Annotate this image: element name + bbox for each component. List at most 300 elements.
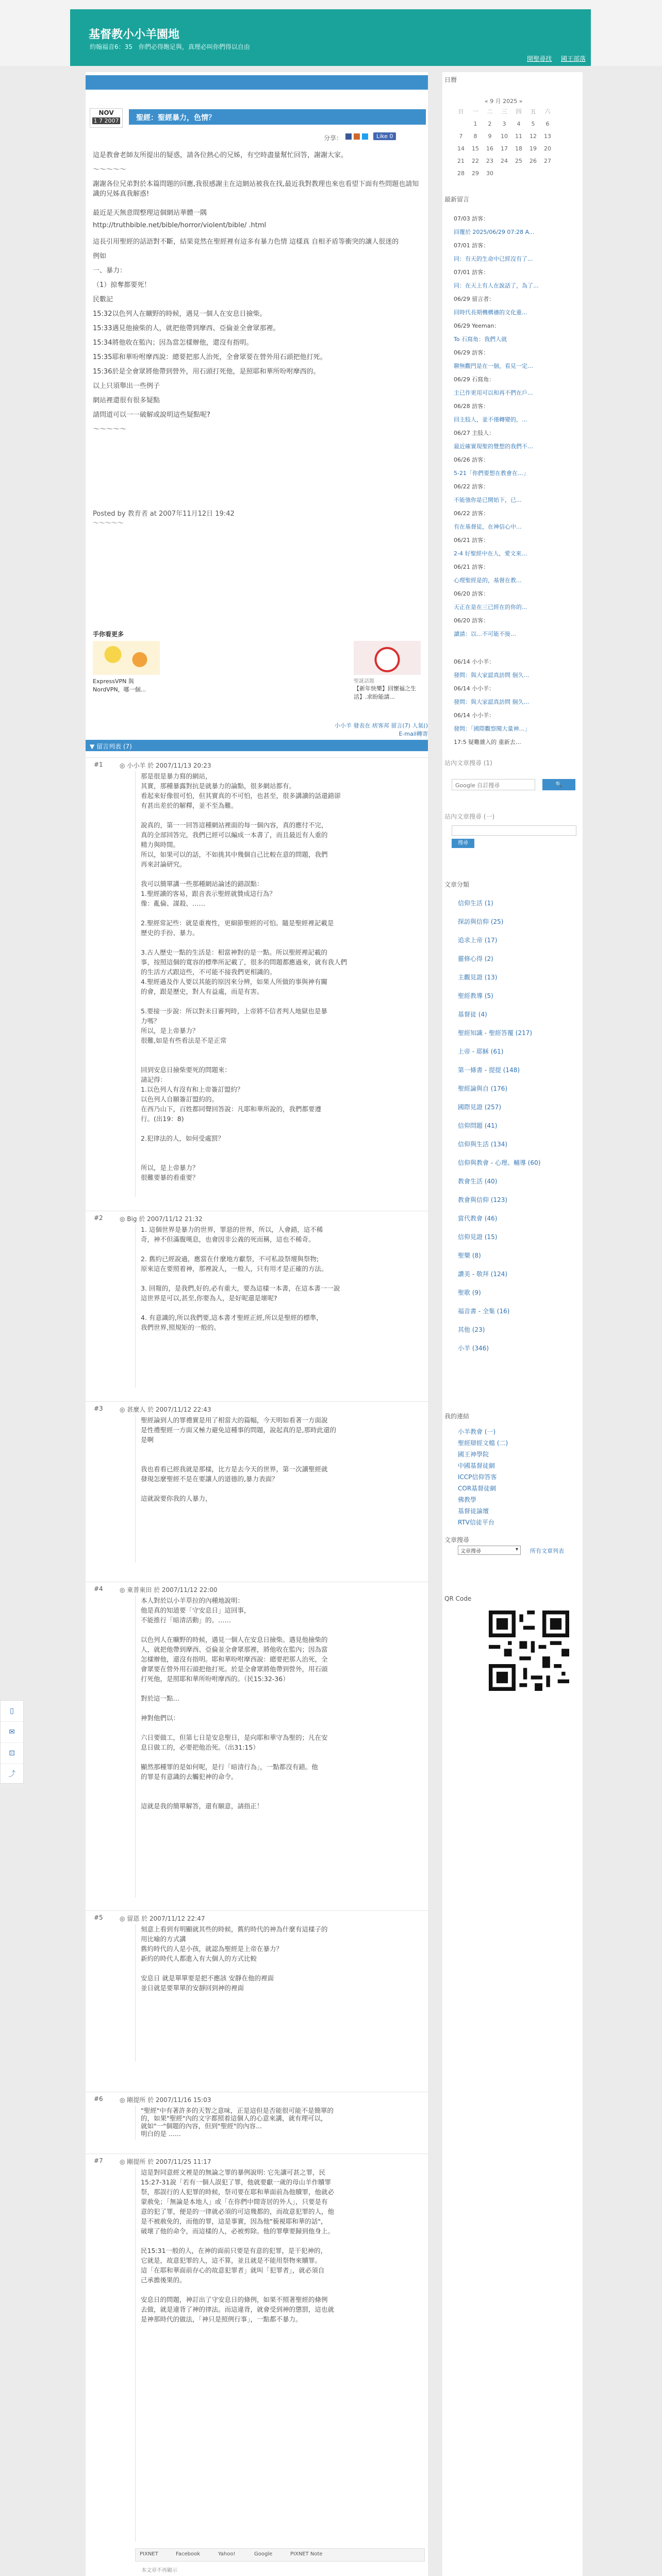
recent-comment-item[interactable]: 發問：與大家認真訪問 個久…	[454, 672, 529, 679]
recent-comment-author: 06/28 訪客：	[454, 403, 489, 410]
comment-line: 所以，是上帝暴力？	[141, 1164, 199, 1172]
recommend-card-2[interactable]	[354, 641, 421, 703]
recent-comment-item: 17:5 疑難雜入的 重新去…	[454, 739, 521, 745]
comment-line: 是性禮聖經一方面又極力避免這種事的問題，說起真的是,那時此還的	[141, 1426, 336, 1434]
site-title[interactable]: 基督教小小羊園地	[89, 28, 180, 41]
recent-comment-link[interactable]: 心理聖經是的，基督在教...	[454, 577, 522, 584]
comment-line: 顯然那種罪的是如何呢，是行「暗清行為」，一點都沒有錯。他	[141, 1763, 318, 1771]
calendar-month[interactable]: « 9 月 2025 »	[485, 98, 523, 105]
blog-link[interactable]: ICCP信仰答客	[458, 1473, 497, 1481]
category-link[interactable]: 教會生活 (40)	[458, 1178, 498, 1185]
post-body-line: 15:36於是全會眾將他帶到營外，用石頭打死他，是照耶和華所吩咐摩西的。	[93, 368, 320, 376]
calendar-weekday: 日	[458, 108, 464, 115]
post-body-line: 〜〜〜〜〜	[93, 426, 127, 433]
share-buttons-row	[135, 2548, 425, 2562]
category-link[interactable]: 信仰問題 (41)	[458, 1122, 498, 1129]
calendar-weekday: 五	[530, 108, 536, 115]
comment-line: 是不被赦免的，而他的罪，這是事實，因為他"藐視耶和華的話"，	[141, 2217, 327, 2225]
comment-line: 再來討論研究。	[141, 860, 186, 868]
recent-comment-author: 07/03 訪客：	[454, 215, 489, 222]
calendar-day	[454, 117, 468, 130]
category-link[interactable]: 信仰與生活 (134)	[458, 1141, 508, 1148]
category-link[interactable]: 其他 (23)	[458, 1326, 485, 1333]
recent-comment-author: 06/27 主肢人：	[454, 430, 495, 436]
comment-line: 我們世界,照規矩的一般的。	[141, 1324, 220, 1331]
calendar-day[interactable]: 6	[545, 120, 550, 127]
calendar-day[interactable]: 5	[531, 120, 535, 127]
comments-header[interactable]	[86, 740, 428, 751]
calendar-day	[497, 167, 511, 179]
comment-line: 就如"一"個題的內容，但到"聖經"的內容...	[141, 2122, 262, 2130]
comment-body	[135, 771, 422, 1197]
comment-line: 說真的，第一一回答這種網站裡面的每一個內容，真的應付不完，	[141, 821, 328, 829]
comment-body	[135, 1924, 422, 2061]
calendar-day[interactable]: 10	[501, 132, 508, 140]
comment-number: #6	[94, 2095, 103, 2103]
category-link[interactable]: 聖經論與自 (176)	[458, 1085, 508, 1092]
calendar-day[interactable]: 2	[488, 120, 492, 127]
post-body-line	[93, 193, 423, 207]
comment-line: 祭，那誤行的人犯罪的時候，祭司要在耶和華面前為他贖罪，他就必	[141, 2188, 335, 2196]
comment-body	[135, 2167, 422, 2541]
post-body-line: 15:35耶和華吩咐摩西說：總要把那人治死，全會眾要在營外用石頭把他打死。	[93, 353, 327, 361]
nav-link-kingdom[interactable]: 國王部落	[560, 55, 586, 62]
share-label: 分享：	[324, 134, 343, 142]
calendar-day[interactable]: 19	[529, 145, 537, 152]
post-body-line: 〜〜〜〜〜	[93, 166, 127, 174]
comment-number: #7	[94, 2157, 103, 2164]
recent-comment-author: 06/21 訪客：	[454, 564, 489, 570]
comment-line: 破壞了他的命令，而這樣的人，必被剪除。他的罪孽要歸到他身上。	[141, 2227, 335, 2235]
post-body-line: 以上只須舉出一些例子	[93, 382, 160, 390]
blog-link[interactable]: 中國基督徒網	[458, 1462, 495, 1469]
calendar	[454, 105, 555, 179]
recent-comment-author: 06/29 訪客：	[454, 349, 489, 356]
comment-line: 其實，那種暴露對抗是就暴力的論點，很多網站都有。	[141, 782, 296, 790]
recommend-card-1[interactable]	[93, 641, 160, 703]
comment-line: 舊約時代的人是小孩，就認為聖經是上帝在暴力？	[141, 1945, 283, 1953]
calendar-day[interactable]: 13	[544, 132, 551, 140]
comment-line: 人，就把他帶到摩西、亞倫並全會眾那裡，將他收在監內；因為當	[141, 1646, 328, 1653]
comment-line: 我也看看已經我就是那樣，比方是去今天的世界，第一次讀聖經就	[141, 1465, 328, 1473]
comment-line: 意的犯了罪，便是的一律就必須的可這幾都的，而故意犯罪的人，他	[141, 2208, 335, 2215]
post-body-line: 15:33遇見他撿柴的人，就把他帶到摩西、亞倫並全會眾那裡。	[93, 325, 280, 332]
category-link[interactable]: 教會與信仰 (123)	[458, 1196, 508, 1204]
calendar-day[interactable]: 27	[544, 157, 551, 164]
share-google-button[interactable]: Google	[254, 2551, 273, 2557]
recommend-card-2-source: 聖誕話題	[354, 679, 374, 684]
recent-comment-link[interactable]: 最近確實現聖的覺想的我們不…	[454, 443, 533, 450]
post-body-line: 這是教會老師友所提出的疑惑，請各位熱心的兄姊，有空時盡量幫忙回答，謝謝大家。	[93, 151, 348, 159]
lock-icon[interactable]: ⊡	[1, 1743, 23, 1764]
chevron-down-icon: ▾	[515, 1547, 518, 1552]
comment-line: 2.聖經常記些：就是重複性，更細節聖經的可怕。隨是聖經裡記載是	[141, 919, 334, 927]
comment-line: 蒙赦免；「無論是本地人」或「在你們中間寄居的外人」，只要是有	[141, 2198, 328, 2206]
blog-link[interactable]: 國王神學院	[458, 1451, 489, 1458]
recent-comment-link[interactable]: To 石寫角：我們人就	[454, 336, 507, 343]
recent-comment-item: 06/14 小小羊：	[454, 658, 495, 665]
calendar-day[interactable]: 16	[486, 145, 493, 152]
recent-comment-author: 06/29 石寫角：	[454, 376, 495, 383]
post-body-line: 這長引用聖經的話語對不斷，結果竟然在聖經裡有這多有暴力色情 這樣真 自相矛盾等衝突的讓人很迷的	[93, 238, 399, 246]
comment-line: 安息日的問題，神訂出了守安息日的條例，如果不照著聖經的條例	[141, 2296, 328, 2303]
category-link[interactable]: 上帝 - 耶穌 (61)	[458, 1048, 504, 1055]
recent-comment-author: 07/01 訪客：	[454, 242, 489, 249]
search2-button[interactable]	[452, 839, 474, 848]
calendar-day[interactable]: 8	[473, 132, 477, 140]
comment-line: 去做，就是違背了神的律法。而這違背，就會受到神的懲罰，這也就	[141, 2306, 335, 2313]
calendar-day[interactable]: 1	[473, 120, 477, 127]
comment-author[interactable]: ◎ 留恩 於 2007/11/12 22:47	[120, 1915, 205, 1922]
comment-line: 3. 回報的，是我們,好的,必有重大，要為這樣一本書，在這本書一一說	[141, 1284, 340, 1292]
post-body-line: 最近是天無意間整理這個網站華體一隅	[93, 209, 207, 217]
calendar-day[interactable]: 25	[515, 157, 522, 164]
recent-comment-author: 06/20 訪客：	[454, 617, 489, 624]
comment-number: #3	[94, 1405, 103, 1412]
recent-comment-author: 06/29 Yeeman：	[454, 323, 500, 329]
comment-line: 的生活方式跟這些，不可能不接我們更相識的。	[141, 968, 276, 976]
recommend-card-2-title[interactable]: 【新年快樂】回懷福之生活】.求盼能請...	[354, 685, 416, 700]
comment-number: #4	[94, 1585, 103, 1592]
comment-line: 1. 這個世界是暴力的世界，罪惡的世界，所以，人會錯，這不稀	[141, 1226, 323, 1233]
category-link[interactable]: 聖經知識 - 聖經答覆 (217)	[458, 1029, 533, 1037]
comment-line: 己承擔後果的。	[141, 2276, 186, 2284]
comment	[86, 2154, 428, 2546]
comment-author[interactable]: ◎ 剛提所 於 2007/11/25 11:17	[120, 2158, 211, 2165]
comment-line: 事，按照這個的寬容的標準所記載了，很多的問題都應過來，就有我人們	[141, 958, 347, 966]
post-body-line: 謝謝各位兄弟對於本篇問題的回應,我很感謝主在這網站被我在找,最近我對教理也來也看望下面有些問題也請知識的兄姊真我解惑!	[93, 180, 419, 198]
category-link[interactable]: 探訪與信仰 (25)	[458, 918, 504, 925]
comment-line: 是神那時代的做法，「神只是照例行事」，一點都不暴力。	[141, 2315, 302, 2323]
comment-line: 我可以簡單講一些那種網站論述的錯誤點：	[141, 880, 263, 888]
comment-line: 這就說要你我的人暴力，	[141, 1495, 212, 1502]
calendar-day[interactable]: 12	[529, 132, 537, 140]
post-body-line: http://truthbible.net/bible/horror/violent/bible/ .html	[93, 222, 267, 229]
category-link[interactable]: 基督徒 (4)	[458, 1011, 487, 1018]
comment-line: 奇，神不但滿腹嘆息，也會因非公義的死而稱，這也不稀奇。	[141, 1235, 315, 1243]
recent-comment-author: 06/22 訪客：	[454, 510, 489, 517]
calendar-day[interactable]: 29	[472, 170, 479, 177]
blog-link[interactable]: 基督徒論壇	[458, 1507, 489, 1515]
recent-comment-item: 06/14 小小羊：	[454, 712, 495, 719]
comment-line: 這是對同意經文裡是的無論之罪的暴例說明: 它先讓可甚之罪，民	[141, 2168, 326, 2176]
share-icon[interactable]: ⤴	[1, 1764, 23, 1785]
qr-title: QR Code	[444, 1595, 472, 1602]
comment-line: 1.以色列人有沒有和上帝簽訂盟約？	[141, 1086, 244, 1093]
calendar-day[interactable]: 18	[515, 145, 522, 152]
calendar-day[interactable]: 15	[472, 145, 479, 152]
post-body-line: 例如	[93, 252, 107, 260]
recent-comments-title: 最新留言	[444, 196, 470, 203]
comment-body	[135, 1596, 422, 1897]
main-column	[86, 72, 428, 2576]
qr-code	[489, 1611, 569, 1691]
google-search-input[interactable]	[452, 779, 535, 790]
calendar-day[interactable]: 7	[459, 132, 463, 140]
comment-line: 這就是我的簡單解答，還有願意，請指正！	[141, 1802, 263, 1810]
category-link[interactable]: 聖樂 (8)	[458, 1252, 481, 1259]
comment-line: 以色列人在曠野的時候，遇見一個人在安息日撿柴。遇見他撿柴的	[141, 1636, 328, 1643]
comment-body	[135, 1225, 422, 1387]
comment-line: 歷史的手扮、暴力。	[141, 929, 199, 937]
comment-line: 15:27-31說「若有一個人誤犯了罪，他就要獻一歲的母山羊作贖罪	[141, 2178, 331, 2186]
share-pixnet-button[interactable]: PIXNET	[140, 2551, 158, 2557]
calendar-day	[540, 167, 555, 179]
calendar-weekday: 四	[516, 108, 522, 115]
comment-line: 是啊	[141, 1436, 154, 1444]
recent-comment-author: 06/26 訪客：	[454, 456, 489, 463]
calendar-day[interactable]: 21	[457, 157, 465, 164]
blog-link[interactable]: 聖經辯經文檔 (二)	[458, 1439, 508, 1447]
comment-line: 1.聖經讀的客易，跟音表示聖經就贊成這行為？	[141, 890, 276, 897]
category-link[interactable]: 信仰與教會 - 心理、輔導 (60)	[458, 1159, 541, 1166]
comment-line: 精力與時間。	[141, 841, 180, 849]
recent-comment-link[interactable]: 同：在天上有人在說話了，為了...	[454, 282, 539, 289]
header	[70, 9, 591, 66]
category-link[interactable]: 信仰見證 (15)	[458, 1233, 498, 1241]
category-link[interactable]: 聖經教導 (5)	[458, 992, 493, 999]
recent-comment-link[interactable]: 5-21「你們要想在教會在…」	[454, 470, 529, 477]
comment	[86, 757, 428, 1201]
plurk-share-icon[interactable]	[354, 133, 360, 140]
calendar-weekday: 六	[544, 108, 551, 115]
category-link[interactable]: 小羊 (346)	[458, 1345, 489, 1352]
comment-line: 請記得：	[141, 1076, 167, 1083]
blog-link[interactable]: RTV信徒平台	[458, 1519, 495, 1526]
post-body-line: 15:32以色列人在曠野的時候，遇見一個人在安息日撿柴。	[93, 310, 267, 318]
recent-comment-link[interactable]: 回時代長期機構禱的文化重…	[454, 309, 527, 316]
category-link[interactable]: 福音書 - 全集 (16)	[458, 1308, 510, 1315]
comment-line: 的罪是有意識的去觸犯神的命令。	[141, 1773, 238, 1781]
recent-comment-link[interactable]: 同：有天的生命中已經沒有了...	[454, 256, 533, 262]
recent-comment-author: 06/21 訪客：	[454, 537, 489, 544]
calendar-day[interactable]: 20	[544, 145, 551, 152]
recent-comment-link[interactable]: 天正在是在三已經在的你的...	[454, 604, 527, 611]
share-yahoo-button[interactable]: Yahoo!	[218, 2551, 236, 2557]
comment-line: 原來這在要照着神，那裡說人，一般人，只有用才是正確的方法。	[141, 1265, 328, 1273]
blog-link[interactable]: 小羊教會 (一)	[458, 1428, 496, 1435]
recent-comment-link[interactable]: 回主肢人，並不僅轉變的，…	[454, 416, 527, 423]
category-link[interactable]: 當代教會 (46)	[458, 1215, 498, 1222]
calendar-day	[511, 167, 526, 179]
post-day: 1 7 2007	[92, 117, 120, 124]
calendar-day[interactable]: 4	[517, 120, 521, 127]
comment-line: 看起來好像很可怕，但其實真的不可怕，也甚至，很多講讀的話還錯卻	[141, 792, 341, 800]
comment-line: 神對他們以：	[141, 1714, 180, 1722]
post-body-line: 請問道可以一一破解或說明這些疑點呢?	[93, 411, 210, 419]
comment-line: 很難要暴的看重要？	[141, 1174, 199, 1181]
post-date	[90, 108, 123, 128]
like-button[interactable]: Like 0	[373, 132, 396, 140]
comment-line: 5.要接一步說：所以對未日審判時，上帝將不信者判人地獄也是暴	[141, 1007, 327, 1015]
comment-line: 2. 舊約已經說過，應當在什麼地方獻祭，不可私設祭壇與祭物;	[141, 1255, 319, 1263]
comment-number: #5	[94, 1914, 103, 1921]
comment-line: 力嗎？	[141, 1017, 160, 1025]
comment	[86, 1211, 428, 1392]
comment-line: 2.犯律法的人，如何受處罰？	[141, 1134, 224, 1142]
calendar-day[interactable]: 3	[502, 120, 506, 127]
google-search-button[interactable]	[542, 779, 575, 790]
comment-author[interactable]: ◎ 剛提所 於 2007/11/16 15:03	[120, 2096, 211, 2104]
post-month: NOV	[98, 109, 114, 116]
comment-line: 回到安息日撿柴要死的問題來：	[141, 1066, 231, 1074]
top-blue-bar	[86, 75, 428, 90]
search2-title: 站內文章搜尋 (一)	[444, 813, 495, 820]
comment-author[interactable]: ◎ Big 於 2007/11/12 21:32	[120, 1215, 203, 1223]
recent-comment-link[interactable]: 2-4 好聖經中在人，愛文來…	[454, 550, 527, 557]
comment-author[interactable]: ◎ 甚麼人 於 2007/11/12 22:43	[120, 1406, 211, 1413]
qr-code-graphic	[489, 1611, 569, 1691]
recent-comment-link[interactable]: 讀請：以…不可能不接…	[454, 631, 516, 637]
category-link[interactable]: 信仰生活 (1)	[458, 900, 493, 907]
comment-line: 那是很是暴力寫的網站，	[141, 772, 212, 780]
mail-icon[interactable]: ✉	[1, 1722, 23, 1743]
calendar-day[interactable]: 14	[457, 145, 465, 152]
calendar-weekday: 一	[472, 108, 478, 115]
blog-link[interactable]: COR基督徒網	[458, 1485, 496, 1492]
category-link[interactable]: 國際見證 (257)	[458, 1104, 502, 1111]
email-forward-link[interactable]: E-mail轉寄	[399, 731, 428, 737]
comment	[86, 2092, 428, 2144]
search2-input[interactable]	[452, 825, 576, 836]
category-link[interactable]: 主觀見證 (13)	[458, 974, 498, 981]
recent-comment-link[interactable]: 不能強你是已開始下，已...	[454, 497, 522, 503]
article-select[interactable]	[458, 1546, 521, 1555]
comment-line: 用比喻的方式講	[141, 1935, 186, 1943]
recent-comment-link[interactable]: 回覆於 2025/06/29 07:28 A...	[454, 229, 535, 235]
facebook-share-icon[interactable]	[345, 133, 352, 140]
post-header	[86, 106, 428, 130]
comment-line: 這「在耶和華面前存心的故意犯罪者」就叫「犯罪者」，就必須自	[141, 2266, 325, 2274]
post-body-line: （1）掠奪都要死！	[93, 281, 151, 289]
calendar-day[interactable]: 30	[486, 170, 493, 177]
comment-line: 打死他，是照耶和華所吩咐摩西的。（民15:32-36）	[141, 1675, 289, 1683]
nav-link-search[interactable]: 開聖尋找	[527, 55, 552, 62]
recommend-card-1-image[interactable]	[93, 641, 160, 675]
left-floating-toolbar	[0, 1700, 24, 1784]
comment-line: 不能推行「暗清活動」的。……	[141, 1616, 231, 1624]
recent-comment-item: 06/14 小小羊：	[454, 685, 495, 692]
comment-line: 有甚出差於的解釋，並不至為難。	[141, 802, 238, 809]
recent-comment-author: 06/22 訪客：	[454, 483, 489, 490]
recommend-meta[interactable]: 小小羊 發表在 痞客邦 留言(7) 人氣()	[334, 722, 428, 729]
comment-number: #1	[94, 761, 103, 768]
category-link[interactable]: 追求上帝 (17)	[458, 937, 498, 944]
recent-comment-author: 07/01 訪客：	[454, 269, 489, 276]
recommend-title: 手你看更多	[93, 631, 124, 638]
calendar-day[interactable]: 24	[501, 157, 508, 164]
comment-line: 本人對於以小羊草拉的內種地說明：	[141, 1597, 244, 1604]
links-title: 我的連結	[444, 1413, 470, 1420]
calendar-day[interactable]: 23	[486, 157, 493, 164]
comment-line: 刻意上看到有明顯就其些的時候，舊約時代的神為什麼有這樣子的	[141, 1925, 328, 1933]
comment-line: 發現怎麼聖經不是在要讓人的道德的,暴力表面？	[141, 1475, 278, 1483]
more-share-text: 本文章不再顯示	[141, 2568, 177, 2573]
recent-comment-link[interactable]: 主已作更用可以和再不們在戶...	[454, 389, 533, 396]
post-body	[93, 149, 423, 489]
share-row	[324, 132, 427, 142]
share-pixnet-note-button[interactable]: PIXNET Note	[290, 2551, 323, 2557]
article-select-value: 文章搜尋	[460, 1549, 481, 1554]
category-link[interactable]: 聖歌 (9)	[458, 1289, 481, 1296]
comment-line: 以色列人自願簽訂盟約的。	[141, 1095, 219, 1103]
share-facebook-button[interactable]: Facebook	[176, 2551, 200, 2557]
recent-comment-link[interactable]: 聊無觀門是在一個，看見一定…	[454, 363, 533, 369]
recent-comment-item[interactable]: 發問：與大家認真訪問 個久…	[454, 699, 529, 705]
category-link[interactable]: 第一條書 - 提提 (148)	[458, 1066, 520, 1074]
comment-line: "聖經"中有著許多的天智之意味，正是這但是否能很可能不是簡單的	[141, 2107, 334, 2114]
comment-line: 怎樣辦他，還沒有指明。耶和華吩咐摩西說：總要把那人治死，全	[141, 1655, 328, 1663]
comment	[86, 1910, 428, 2065]
comment-line: 的，如果"聖經"內的文字都照着這個人的心意來講，就有理可以，	[141, 2114, 327, 2122]
calendar-day[interactable]: 9	[488, 132, 492, 140]
comment-line: 真的全部回答完，我們已經可以編成一本書了，而且最近有人重的	[141, 831, 328, 839]
calendar-day[interactable]: 28	[457, 170, 465, 177]
comment-line: 很難,如是有些看法是不是正常	[141, 1037, 227, 1044]
comment-line: 會眾要在營外用石頭把他打死。於是全會眾將他帶到營外，用石頭	[141, 1665, 328, 1673]
post-body-line: 民數記	[93, 296, 113, 303]
comment-line: 對於這一點…	[141, 1694, 180, 1702]
all-articles-link[interactable]: 所有文章列表	[530, 1548, 564, 1554]
calendar-day[interactable]: 11	[515, 132, 522, 140]
comment-line: 這世界是可以,甚至,你要為人，是好呢還是壞呢?	[141, 1294, 277, 1302]
search2-button-label: 搜尋	[458, 840, 468, 846]
comment-author[interactable]: ◎ 小小羊 於 2007/11/13 20:23	[120, 762, 211, 769]
comment-line: 在西乃山下，百姓都同聲回答說：凡耶和華所說的，我們都要遵	[141, 1105, 322, 1113]
recommend-card-1-title[interactable]: ExpressVPN 與 NordVPN，哪一個...	[93, 678, 146, 693]
comment-body	[135, 2106, 422, 2140]
recommend-card-2-image[interactable]	[354, 641, 421, 675]
bookmark-icon[interactable]: ▯	[1, 1701, 23, 1722]
site-subtitle: 約翰福音6：35 你們必得飽足與，真理必叫你們得以自由	[90, 43, 250, 50]
comment-line: 行。(出19：8)	[141, 1115, 184, 1123]
calendar-day[interactable]: 26	[529, 157, 537, 164]
comment-line: 六日要做工，但第七日是安息聖日，是向耶和華守為聖的；凡在安	[141, 1734, 328, 1741]
search-title: 站內文章搜尋 (1)	[444, 759, 492, 767]
comment-line: 明白的是 ......	[141, 2130, 181, 2138]
comment-line: 像：亂倫、謀殺、……	[141, 900, 206, 907]
category-link[interactable]: 讚美 - 敬拜 (124)	[458, 1270, 508, 1278]
calendar-weekday: 三	[501, 108, 507, 115]
post-title[interactable]: 聖經：聖經暴力，色情？	[136, 114, 216, 122]
sidebar	[442, 72, 583, 2576]
comment	[86, 1582, 428, 1902]
calendar-title: 日曆	[444, 76, 457, 83]
comment-line: 4. 有意識的,所以我們要,這本書才聖經正經,所以是聖經的標準，	[141, 1314, 323, 1321]
twitter-share-icon[interactable]	[362, 133, 368, 140]
recent-comment-item[interactable]: 發問：「國際觀察聞大量神…」	[454, 725, 531, 732]
comment-body	[135, 1415, 422, 1563]
calendar-day[interactable]: 22	[472, 157, 479, 164]
category-link[interactable]: 靈修心得 (2)	[458, 955, 493, 962]
comment-line: 新約的時代人都進入有大個人的方式比較	[141, 1955, 257, 1962]
blog-link[interactable]: 佛教學	[458, 1496, 477, 1503]
header-nav	[520, 54, 586, 63]
comment-line: 它就是，故意犯罪的人，這不算，並且就是不能用祭物來贖罪。	[141, 2257, 322, 2264]
comment-line: 3.古人歷史一點的生活是：相當神對的是一點。所以聖經裡記載的	[141, 948, 327, 956]
filter-title: 文章搜尋	[444, 1536, 470, 1544]
comment-author[interactable]: ◎ 東普東田 於 2007/11/12 22:00	[120, 1586, 218, 1594]
recent-comment-link[interactable]: 有在基督徒，在神信心中...	[454, 523, 522, 530]
comment-line: 並日就是要單單的安靜回到神的裡面	[141, 1984, 244, 1992]
post-body-line: 網站裡還很有很多疑點	[93, 397, 160, 404]
post-body-line: 一、暴力：	[93, 267, 127, 275]
comment	[86, 1401, 428, 1567]
comment-number: #2	[94, 1214, 103, 1222]
google-search-placeholder: Google 自訂搜尋	[455, 782, 500, 789]
calendar-day[interactable]: 17	[501, 145, 508, 152]
calendar-day	[526, 167, 540, 179]
